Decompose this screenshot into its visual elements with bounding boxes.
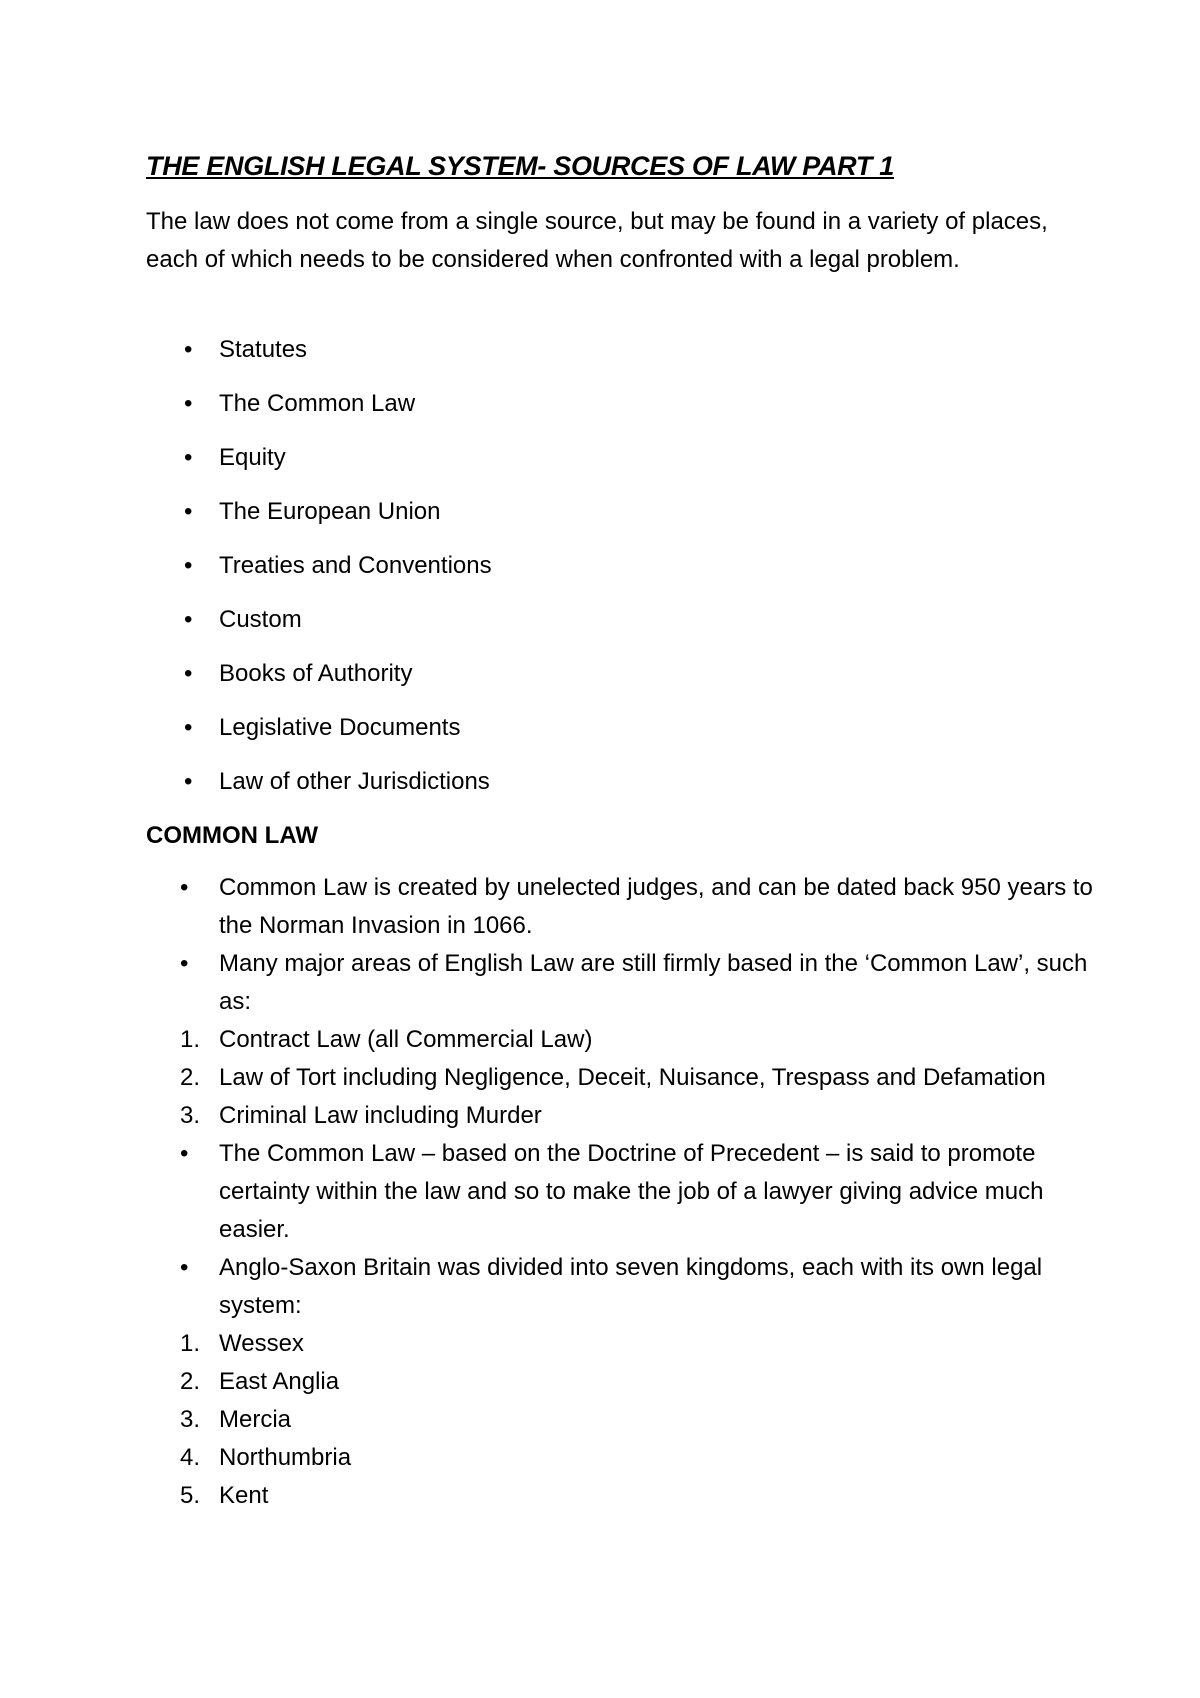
list-marker: 4. <box>180 1444 201 1471</box>
list-item-text: The European Union <box>219 498 441 525</box>
list-item-text: Mercia <box>219 1406 292 1433</box>
list-item <box>146 869 1106 945</box>
list-item <box>146 1097 1106 1135</box>
list-item-text: Contract Law (all Commercial Law) <box>219 1026 593 1053</box>
list-item-text: Common Law is created by unelected judges, and can be dated back 950 years to the Norman Invasion in 1066. <box>219 874 1093 939</box>
list-item <box>146 331 1106 385</box>
list-item-text: Law of Tort including Negligence, Deceit, Nuisance, Trespass and Defamation <box>219 1064 1046 1091</box>
list-marker: 1. <box>180 1330 201 1357</box>
common-law-list <box>146 869 1106 1515</box>
list-item-text: Books of Authority <box>219 660 413 687</box>
list-item <box>146 601 1106 655</box>
list-item-text: Criminal Law including Murder <box>219 1102 542 1129</box>
list-item <box>146 655 1106 709</box>
list-marker: 2. <box>180 1064 201 1091</box>
bullet-marker: • <box>184 552 193 579</box>
list-item <box>146 1401 1106 1439</box>
list-marker: 3. <box>180 1406 201 1433</box>
list-item <box>146 709 1106 763</box>
list-item-text: Wessex <box>219 1330 304 1357</box>
list-item <box>146 439 1106 493</box>
bullet-marker: • <box>184 390 193 417</box>
list-item-text: Legislative Documents <box>219 714 461 741</box>
list-marker: 1. <box>180 1026 201 1053</box>
list-marker: 3. <box>180 1102 201 1129</box>
list-item <box>146 385 1106 439</box>
list-item-text: Custom <box>219 606 302 633</box>
list-item <box>146 1249 1106 1325</box>
list-marker: • <box>180 1140 189 1167</box>
list-item <box>146 763 1106 817</box>
list-item-text: Anglo-Saxon Britain was divided into seven kingdoms, each with its own legal system: <box>219 1254 1043 1319</box>
list-item-text: Many major areas of English Law are still firmly based in the ‘Common Law’, such as: <box>219 950 1088 1015</box>
list-item-text: The Common Law – based on the Doctrine of Precedent – is said to promote certainty within the law and so to make the job of a lawyer giving advice much easier. <box>219 1140 1044 1243</box>
list-item-text: Kent <box>219 1482 269 1509</box>
list-item <box>146 1021 1106 1059</box>
bullet-marker: • <box>184 714 193 741</box>
list-item <box>146 547 1106 601</box>
bullet-marker: • <box>184 606 193 633</box>
list-item-text: Law of other Jurisdictions <box>219 768 490 795</box>
list-item <box>146 1363 1106 1401</box>
bullet-marker: • <box>184 336 193 363</box>
list-marker: 5. <box>180 1482 201 1509</box>
list-item <box>146 1325 1106 1363</box>
section-heading-common-law: COMMON LAW <box>146 822 318 849</box>
list-marker: • <box>180 1254 189 1281</box>
intro-paragraph: The law does not come from a single source, but may be found in a variety of places, each of which needs to be considered when confronted with a legal problem. <box>146 208 1048 273</box>
bullet-marker: • <box>184 768 193 795</box>
list-marker: • <box>180 950 189 977</box>
list-item-text: East Anglia <box>219 1368 340 1395</box>
list-item <box>146 945 1106 1021</box>
list-marker: • <box>180 874 189 901</box>
list-item <box>146 1477 1106 1515</box>
list-item-text: The Common Law <box>219 390 416 417</box>
bullet-marker: • <box>184 660 193 687</box>
list-marker: 2. <box>180 1368 201 1395</box>
bullet-marker: • <box>184 498 193 525</box>
list-item-text: Northumbria <box>219 1444 352 1471</box>
list-item <box>146 1439 1106 1477</box>
list-item-text: Treaties and Conventions <box>219 552 492 579</box>
list-item <box>146 493 1106 547</box>
bullet-marker: • <box>184 444 193 471</box>
list-item-text: Statutes <box>219 336 308 363</box>
list-item-text: Equity <box>219 444 286 471</box>
list-item <box>146 1059 1106 1097</box>
sources-list <box>146 331 1106 817</box>
list-item <box>146 1135 1106 1249</box>
document-title: THE ENGLISH LEGAL SYSTEM- SOURCES OF LAW PART 1 <box>146 151 894 181</box>
